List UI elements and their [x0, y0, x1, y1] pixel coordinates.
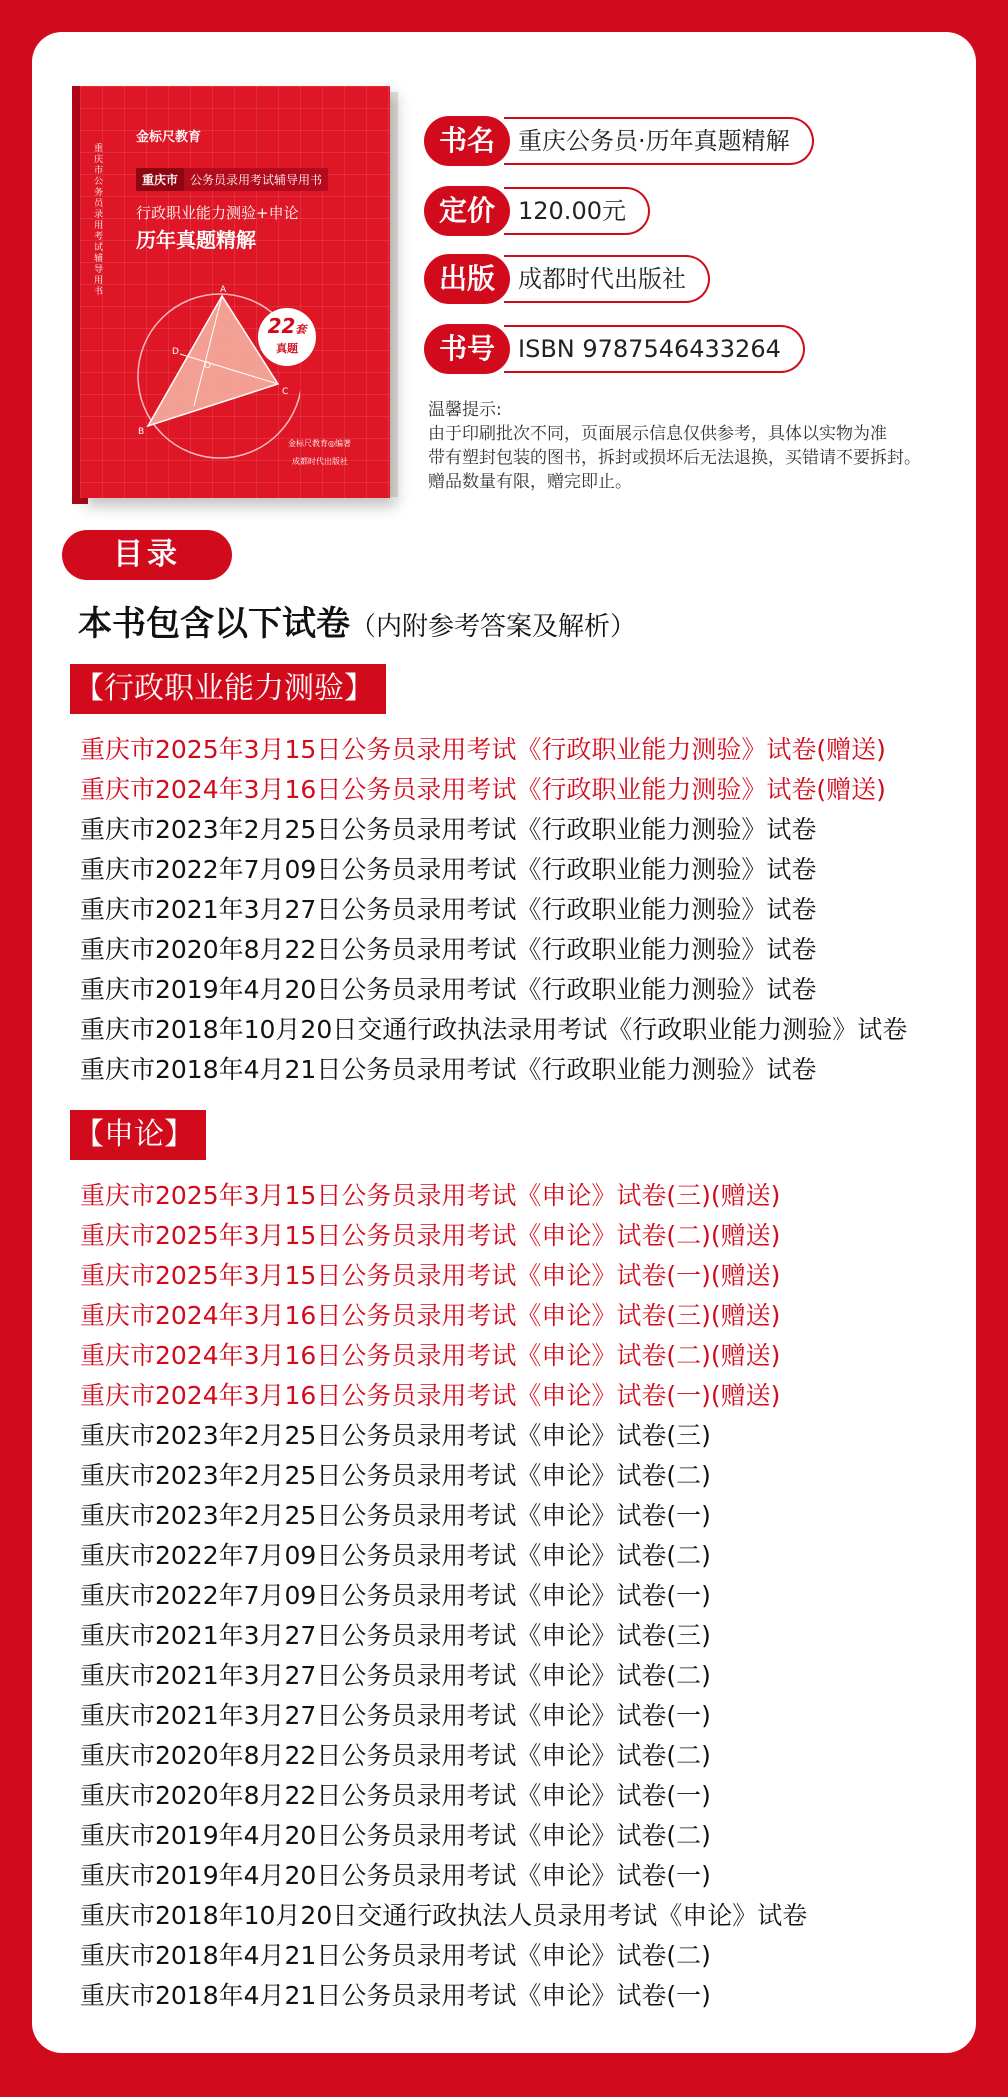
badge-number: 22套 [267, 314, 307, 338]
notice-line: 由于印刷批次不同，页面展示信息仅供参考，具体以实物为准 [428, 424, 887, 444]
paper-item: 重庆市2023年2月25日公务员录用考试《申论》试卷(三) [80, 1421, 711, 1450]
toc-label: 目录 [62, 530, 232, 580]
book-front [80, 86, 390, 498]
paper-item-gift: 重庆市2024年3月16日公务员录用考试《申论》试卷(三)(赠送) [80, 1301, 781, 1330]
paper-item-gift: 重庆市2025年3月15日公务员录用考试《申论》试卷(三)(赠送) [80, 1181, 781, 1210]
section-title-shenlun: 【申论】 [70, 1110, 206, 1160]
heading-main: 本书包含以下试卷 [78, 604, 350, 644]
info-label: 书号 [424, 324, 510, 374]
paper-item: 重庆市2018年4月21日公务员录用考试《申论》试卷(二) [80, 1941, 711, 1970]
label-o: O [204, 361, 212, 371]
paper-item: 重庆市2021年3月27日公务员录用考试《申论》试卷(三) [80, 1621, 711, 1650]
paper-item: 重庆市2019年4月20日公务员录用考试《申论》试卷(一) [80, 1861, 711, 1890]
paper-item: 重庆市2023年2月25日公务员录用考试《申论》试卷(一) [80, 1501, 711, 1530]
contents-heading [78, 596, 636, 645]
paper-item: 重庆市2020年8月22日公务员录用考试《行政职业能力测验》试卷 [80, 935, 817, 964]
cover-press: 成都时代出版社 [292, 457, 348, 466]
label-d: D [172, 347, 179, 357]
paper-item: 重庆市2018年4月21日公务员录用考试《行政职业能力测验》试卷 [80, 1055, 817, 1084]
notice-title: 温馨提示: [428, 400, 502, 420]
cover-editor: 金标尺教育◎编著 [288, 439, 351, 448]
paper-item: 重庆市2021年3月27日公务员录用考试《行政职业能力测验》试卷 [80, 895, 817, 924]
cover-subtitle: 行政职业能力测验+申论 [136, 204, 299, 222]
paper-item: 重庆市2023年2月25日公务员录用考试《申论》试卷(二) [80, 1461, 711, 1490]
paper-item: 重庆市2019年4月20日公务员录用考试《申论》试卷(二) [80, 1821, 711, 1850]
paper-list-shenlun [80, 1176, 807, 2016]
notice [428, 398, 921, 494]
paper-item: 重庆市2022年7月09日公务员录用考试《申论》试卷(一) [80, 1581, 711, 1610]
paper-item-gift: 重庆市2025年3月15日公务员录用考试《申论》试卷(一)(赠送) [80, 1261, 781, 1290]
heading-note: （内附参考答案及解析） [350, 612, 637, 642]
paper-item-gift: 重庆市2024年3月16日公务员录用考试《申论》试卷(二)(赠送) [80, 1341, 781, 1370]
paper-item: 重庆市2018年10月20日交通行政执法录用考试《行政职业能力测验》试卷 [80, 1015, 908, 1044]
series-name: 公务员录用考试辅导用书 [184, 168, 328, 191]
paper-list-xingce [80, 730, 907, 1090]
book-cover-image [72, 86, 398, 504]
paper-item: 重庆市2020年8月22日公务员录用考试《申论》试卷(一) [80, 1781, 711, 1810]
paper-item-gift: 重庆市2024年3月16日公务员录用考试《行政职业能力测验》试卷(赠送) [80, 775, 886, 804]
geometry-diagram [120, 276, 300, 466]
section-title-xingce: 【行政职业能力测验】 [70, 664, 386, 714]
label-c: C [282, 387, 289, 397]
paper-item: 重庆市2018年4月21日公务员录用考试《申论》试卷(一) [80, 1981, 711, 2010]
notice-line: 带有塑封包装的图书，拆封或损坏后无法退换，买错请不要拆封。 [428, 448, 921, 468]
paper-item: 重庆市2022年7月09日公务员录用考试《行政职业能力测验》试卷 [80, 855, 817, 884]
info-label: 书名 [424, 116, 510, 166]
info-label: 出版 [424, 254, 510, 304]
paper-item: 重庆市2019年4月20日公务员录用考试《行政职业能力测验》试卷 [80, 975, 817, 1004]
info-value: 120.00元 [504, 187, 650, 235]
badge-text: 真题 [276, 342, 298, 355]
paper-item: 重庆市2021年3月27日公务员录用考试《申论》试卷(二) [80, 1661, 711, 1690]
cover-vertical-text: 重庆市公务员录用考试辅导用书 [94, 144, 104, 297]
paper-item: 重庆市2020年8月22日公务员录用考试《申论》试卷(二) [80, 1741, 711, 1770]
paper-item-gift: 重庆市2024年3月16日公务员录用考试《申论》试卷(一)(赠送) [80, 1381, 781, 1410]
publisher-logo: 金标尺教育 [136, 130, 202, 145]
question-count-badge [258, 308, 316, 366]
paper-item: 重庆市2018年10月20日交通行政执法人员录用考试《申论》试卷 [80, 1901, 808, 1930]
paper-item-gift: 重庆市2025年3月15日公务员录用考试《申论》试卷(二)(赠送) [80, 1221, 781, 1250]
cover-title: 历年真题精解 [136, 228, 256, 252]
paper-item: 重庆市2023年2月25日公务员录用考试《行政职业能力测验》试卷 [80, 815, 817, 844]
info-value: 成都时代出版社 [504, 255, 710, 303]
label-b: B [138, 427, 145, 437]
info-value: 重庆公务员·历年真题精解 [504, 117, 814, 165]
paper-item: 重庆市2021年3月27日公务员录用考试《申论》试卷(一) [80, 1701, 711, 1730]
label-a: A [220, 285, 227, 295]
info-value: ISBN 9787546433264 [504, 325, 805, 373]
info-label: 定价 [424, 186, 510, 236]
paper-item: 重庆市2022年7月09日公务员录用考试《申论》试卷(二) [80, 1541, 711, 1570]
paper-item-gift: 重庆市2025年3月15日公务员录用考试《行政职业能力测验》试卷(赠送) [80, 735, 886, 764]
region-tag: 重庆市 [136, 168, 184, 191]
notice-line: 赠品数量有限，赠完即止。 [428, 472, 632, 492]
